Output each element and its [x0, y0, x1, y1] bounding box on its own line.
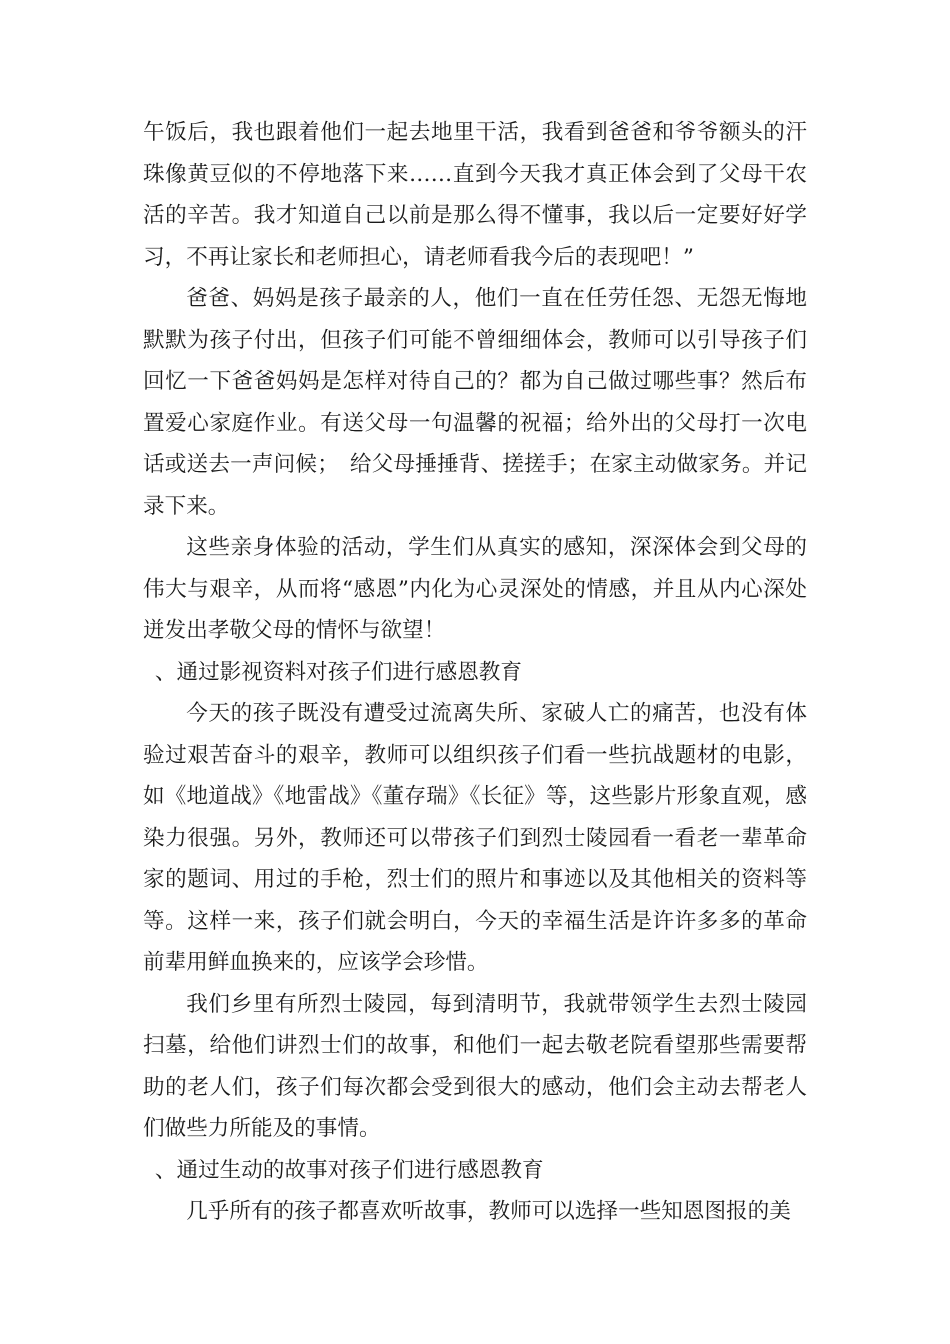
paragraph-2: 爸爸、妈妈是孩子最亲的人，他们一直在任劳任怨、无怨无悔地默默为孩子付出，但孩子们可能不曾细细体会，教师可以引导孩子们回忆一下爸爸妈妈是怎样对待自己的？都为自己做过哪些事？然后布置爱心家庭作业。有送父母一句温馨的祝福；给外出的父母打一次电话或送去一声问候； 给父母捶捶背、搓搓手；在家主动做家务。并记录下来。: [143, 286, 807, 519]
paragraph-3: 这些亲身体验的活动，学生们从真实的感知，深深体会到父母的伟大与艰辛，从而将“感恩”内化为心灵深处的情感，并且从内心深处迸发出孝敬父母的情怀与欲望！: [143, 535, 807, 643]
paragraph-5: 我们乡里有所烈士陵园，每到清明节，我就带领学生去烈士陵园扫墓，给他们讲烈士们的故事，和他们一起去敬老院看望那些需要帮助的老人们，孩子们每次都会受到很大的感动，他们会主动去帮老人们做些力所能及的事情。: [143, 991, 807, 1141]
paragraph-6: 几乎所有的孩子都喜欢听故事，教师可以选择一些知恩图报的美: [186, 1199, 791, 1224]
section-heading-story: 、通过生动的故事对孩子们进行感恩教育: [154, 1157, 544, 1183]
paragraph-4: 今天的孩子既没有遭受过流离失所、家破人亡的痛苦，也没有体验过艰苦奋斗的艰辛，教师可以组织孩子们看一些抗战题材的电影，如《地道战》《地雷战》《董存瑞》《长征》等，这些影片形象直观，感染力很强。另外，教师还可以带孩子们到烈士陵园看一看老一辈革命家的题词、用过的手枪，烈士们的照片和事迹以及其他相关的资料等等。这样一来，孩子们就会明白，今天的幸福生活是许许多多的革命前辈用鲜血换来的，应该学会珍惜。: [143, 701, 807, 975]
section-heading-film: 、通过影视资料对孩子们进行感恩教育: [154, 659, 522, 685]
document-page: [143, 112, 807, 1233]
paragraph-1: 午饭后，我也跟着他们一起去地里干活，我看到爸爸和爷爷额头的汗珠像黄豆似的不停地落下来……直到今天我才真正体会到了父母干农活的辛苦。我才知道自己以前是那么得不懂事，我以后一定要好好学习，不再让家长和老师担心，请老师看我今后的表现吧！”: [143, 120, 807, 270]
